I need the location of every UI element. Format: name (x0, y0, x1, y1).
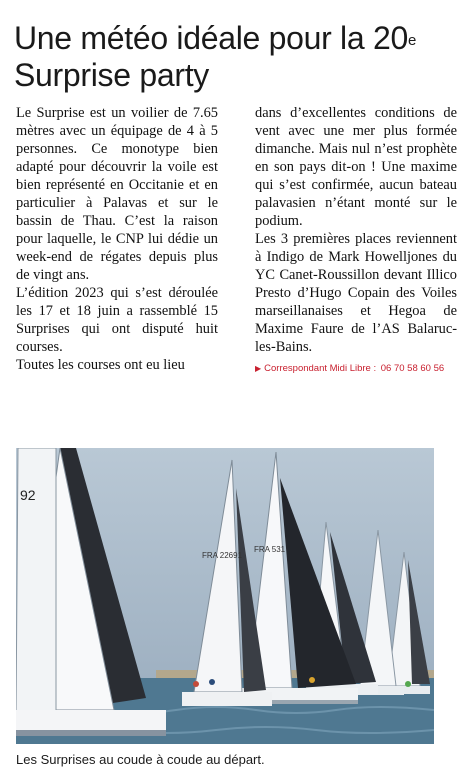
article-body (16, 104, 457, 376)
paragraph: Toutes les courses ont eu lieu (16, 357, 185, 373)
sail-number: 92 (20, 487, 36, 503)
regatta-photo (16, 448, 434, 744)
article-column-1 (16, 104, 218, 376)
headline: Une météo idéale pour la 20e Surprise party (14, 20, 416, 93)
paragraph: Le Surprise est un voilier de 7.65 mètres avec un équipage de 4 à 5 personnes. Ce monotype bien adapté pour découvrir la voile est bien représenté en Occitanie et en particulier à Palavas et sur le bassin de Thau. C’est la raison pour laquelle, le CNP lui dédie un week-end de régates depuis plus de vingt ans. (16, 105, 218, 283)
photo-caption: Les Surprises au coude à coude au départ. (16, 752, 265, 767)
triangle-right-icon: ▶ (255, 364, 262, 373)
paragraph: Les 3 premières places reviennent à Indigo de Mark Howelljones du YC Canet-Roussillon devant Illico Presto d’Hugo Copain des Voiles marseillanaises et Hegoa de Maxime Faure de l’AS Balaruc-les-Bains. (255, 231, 457, 355)
byline-label: Correspondant Midi Libre : (264, 363, 379, 374)
paragraph: L’édition 2023 qui s’est déroulée les 17 et 18 juin a rassemblé 15 Surprises qui ont disputé huit courses. (16, 285, 218, 355)
byline (255, 362, 457, 376)
paragraph: dans d’excellentes conditions de vent avec une mer plus formée dimanche. Mais nul n’est prophète en son pays dit-on ! Une maxime qui s’est confirmée, aucun bateau palavasien n’étant monté sur le podium. (255, 105, 457, 229)
sail-number: FRA 531 (254, 545, 286, 554)
sail-number: FRA 22691 (202, 551, 243, 560)
headline-superscript: e (407, 32, 416, 49)
sailboats-illustration (16, 448, 434, 744)
article-column-2 (255, 104, 457, 376)
byline-phone: 06 70 58 60 56 (380, 363, 445, 374)
